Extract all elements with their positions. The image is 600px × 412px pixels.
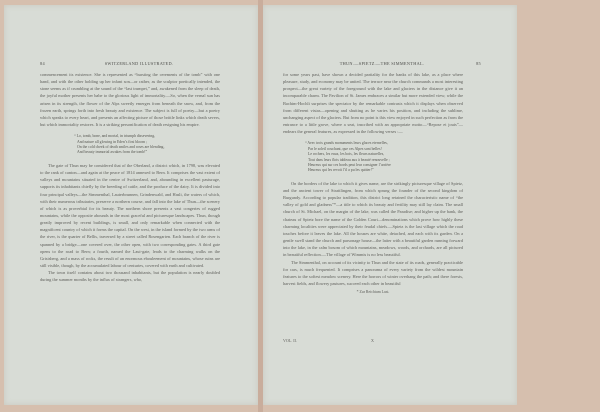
verse-line: And beauty immortal awakes from the tomb!” xyxy=(77,150,148,155)
page-number: 84 xyxy=(40,61,45,66)
right-page xyxy=(263,5,517,405)
gathering-signature: X xyxy=(371,338,374,343)
paragraph: The town itself contains about two thousand inhabitants, but the population is nearly doubled during the summer months by the influx of strangers, who, xyxy=(40,270,220,283)
paragraph: On the borders of the lake to which it gives name, are the strikingly picturesque village of Spietz, and the ancient tower of Strattlingen, from which sprung the founder of the second kingdom of Burgundy. According to popular tradition, this district long retained the characteristic name of “the valley of gold and gladness”*—a title to which its beauty and fertility may still lay claim. The small church of St. Michael, on the margin of the lake, was called the Paradise; and higher up the bank, the chateau of Spietz bore the name of the Golden Court—denominations which prove how highly these charming localities were appreciated by their feudal chiefs.—Spietz is the last village which the road touches before it leaves the lake. All the houses are white, detached, and each with its garden. On a gentle swell stand the church and parsonage house—the latter with a beautiful garden running forward into the lake, in the calm bosom of which mountains, meadows, woods, and orchards, are all pictured in beautiful reflection.—The village of Wimmis is no less beautiful. xyxy=(283,180,463,258)
paragraph: for some years past, have shown a decided partiality for the banks of this lake, as a place where pleasure, study, and economy may be united. The terrace near the church commands a most interesting prospect—the great variety of the foreground with the lake and glaciers in the distance give it an incomparable charm. The Pavilion of St. James embraces a similar but more extended view; while the Bachim-Hochli surprises the spectator by the remarkable contrasts which it displays when observed from different vistas—opening and shutting as he varies his position, and including the sublime, unchanging aspect of the glaciers. But from no point is this view enjoyed in such perfection as from the entrance to a little grove, where a seat, inscribed with an appropriate motto—“Repose et jouis”—endears the general features, as expressed in the following verses :— xyxy=(283,72,463,135)
verse-line: “ Lo, tomb, bone, and mortal, in triumph dissevering, xyxy=(74,134,156,139)
verse-line: Le rochers, les eaux, les bois, les fleurs naturelles, xyxy=(308,152,385,157)
verse-line: And nature all glowing in Eden’s first bloom ; xyxy=(77,139,148,144)
verse-line: Heureux qui sur ces bords peut leur consigner l’arrière xyxy=(308,163,391,168)
volume-signature: VOL. II. xyxy=(283,338,297,343)
verse-line: Heureux qui les revoit l’il a pu les quitter!” xyxy=(308,168,374,173)
verse-block xyxy=(305,141,463,173)
verse-line: Tout dans leurs flots tableau aux à beauté renouvelle ; xyxy=(308,157,390,162)
paragraph: The gate of Thun may be considered that of the Oberland, a district which, in 1798, was elevated to the rank of canton—and again at the peace of 1814 annexed to Bern. It comprises the vast extent of valleys and mountains situated in the centre of Switzerland, and, abounding in excellent pasturage, supports its inhabitants chiefly by the breeding of cattle, and the produce of the dairy. It is divided into four principal valleys—the Simmenthal, Lauterbrunnen, Grindenwald, and Hasli, the waters of which, with their numerous tributaries, preserve a northern course, and fall into the lake of Thun—the scenery of which is as proverbial for its beauty. The northern shore presents a vast congeries of rugged mountains, while the opposite abounds in the most graceful and picturesque landscapes. Thun, though greatly improved by recent buildings, is small, and only remarkable when connected with the magnificent country of which it forms the capital. On the west, in the island formed by the two arms of the river, is the quarter of Bellis, traversed by a street called Rosengarten. Each branch of the river is spanned by a bridge—one covered over, the other open, with two corresponding gates. A third gate opens to the road to Bern; a fourth, named the Laui-gate, leads to the charming walks on the Grisisberg, and a mass of rocks, the result of an enormous ebouleement of mountains, whose ruins are still visible, though, by the accumulated labour of centuries, covered with earth and cultivated. xyxy=(40,162,220,269)
left-body-text xyxy=(40,71,220,284)
right-body-text xyxy=(283,71,463,296)
page-number: 85 xyxy=(476,61,481,66)
verse-line: “ Avec trois grands monuments leurs glaces eternelles, xyxy=(305,141,388,146)
running-head-title: SWITZERLAND ILLUSTRATED. xyxy=(104,61,174,66)
verse-line: Par le soleil couchant, que ces Alpes sont belles! xyxy=(308,146,382,151)
running-head-title: THUN.—SPIETZ.—THE SIMMENTHAL. xyxy=(339,61,425,66)
left-page xyxy=(4,5,258,405)
footnote: * Zur Reichtum Lust. xyxy=(356,290,390,295)
paragraph: The Simmenthal, on account of its vicinity to Thun and the state of its roads, generally practicable for cars, is much frequented. It comprises a panorama of every variety from the wildest mountain features to the softest meadow scenery. Here the horrors of winter overhang the path; and there forests, harvest fields, and flowery pastures, succeed each other in beautiful xyxy=(283,259,463,287)
verse-block xyxy=(74,134,220,156)
paragraph: commencement its existence. She is represented as “bursting the cerements of the tomb” with one hand, and with the other holding up her infant son—or rather, as the sculptor poetically intended, the stone seems as if crumbling at the sound of the “last trumpet,” and, awakened from the sleep of death, the joyful mother presents her babe to the glorious light of immortality.—So, when the vernal sun has arisen in its strength, the flower of the Alps sweetly emerges from beneath the snow, and, from the frozen earth, springs forth into fresh beauty and existence. The subject is full of poetry—but a poetry which speaks to every heart, and presents an affecting picture of those brittle links which death severs, but which immortality restores. It is a striking personification of death resigning his empire. xyxy=(40,72,220,128)
verse-line: On the cold cheek of death smiles and roses are blending, xyxy=(77,145,165,150)
